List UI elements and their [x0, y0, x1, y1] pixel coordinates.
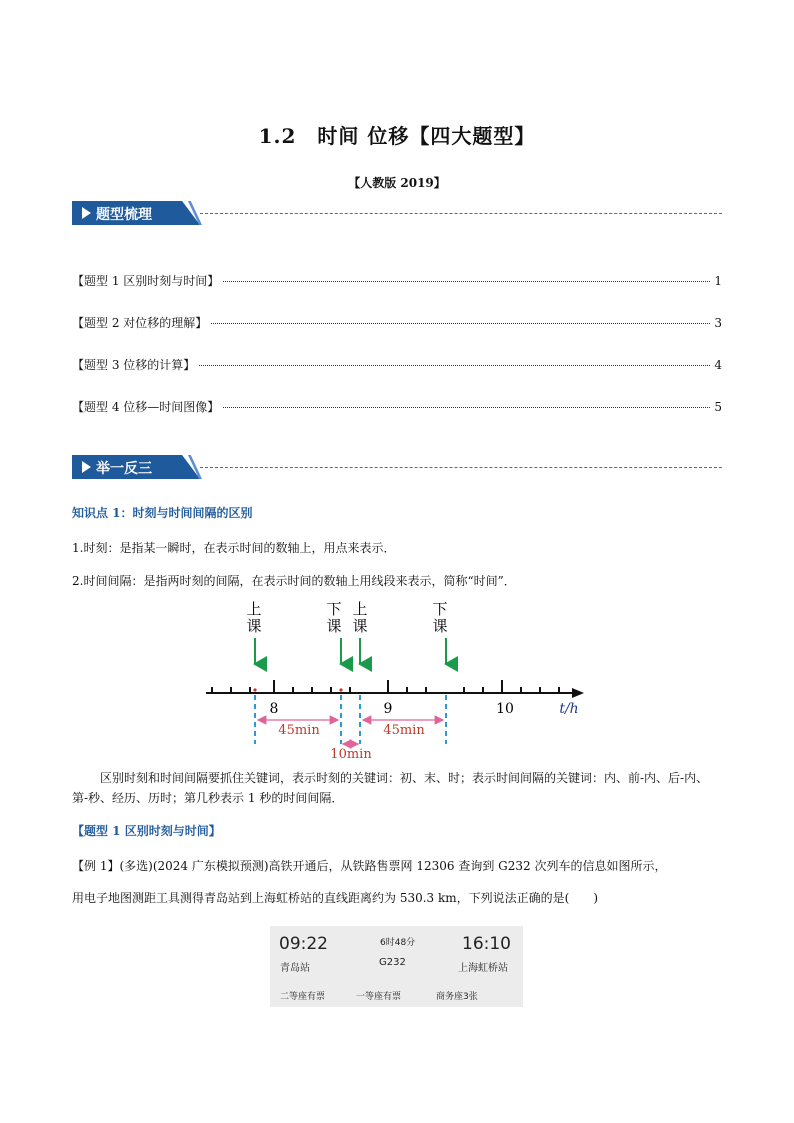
document-subtitle: 【人教版 2019】 [348, 176, 446, 190]
toc-item-page: 1 [714, 274, 722, 288]
label-class-start-2b: 课 [352, 617, 368, 635]
label-class-end-1: 下 [326, 600, 342, 618]
train-number: G232 [379, 957, 406, 968]
tick-label-9: 9 [383, 701, 393, 717]
arrive-station: 上海虹桥站 [458, 963, 508, 974]
section-label-examples: 举一反三 [96, 461, 152, 477]
definition-interval: 2.时间间隔：是指两时刻的间隔，在表示时间的数轴上用线段来表示，简称“时间”． [72, 574, 516, 588]
toc-item-2[interactable] [72, 314, 722, 331]
axis-label: t/h [559, 701, 579, 717]
play-arrow-icon [82, 461, 91, 473]
definition-moment: 1.时刻：是指某一瞬时，在表示时间的数轴上，用点来表示． [72, 541, 396, 555]
summary-paragraph: 区别时刻和时间间隔要抓住关键词，表示时刻的关键词：初、末、时；表示时间间隔的关键词：内、前-内、后-内、第-秒、经历、历时；第几秒表示 1 秒的时间间隔． [72, 771, 709, 805]
depart-time: 09:22 [279, 934, 328, 954]
arrive-time: 16:10 [462, 934, 511, 954]
knowledge-point-title: 知识点 1：时刻与时间间隔的区别 [72, 506, 253, 520]
train-ticket-info [270, 926, 523, 1007]
toc-item-3[interactable] [72, 356, 722, 373]
type-heading: 【题型 1 区别时刻与时间】 [72, 824, 221, 838]
label-class-end-2: 下 [432, 600, 448, 618]
duration: 6时48分 [380, 938, 416, 948]
timeline-diagram [200, 598, 590, 764]
label-class-start-1: 上 [246, 600, 262, 618]
toc-item-page: 4 [714, 358, 722, 372]
document-title: 1.2 时间 位移【四大题型】 [258, 124, 536, 148]
toc-item-text: 【题型 1 区别时刻与时间】 [72, 274, 220, 288]
label-class-start-2: 上 [352, 600, 368, 618]
tick-label-8: 8 [269, 701, 279, 717]
section-banner-outline [72, 201, 722, 225]
seat-business: 商务座3张 [436, 992, 478, 1002]
play-arrow-icon [82, 207, 91, 219]
toc-item-1[interactable] [72, 272, 722, 289]
label-class-end-2b: 课 [432, 617, 448, 635]
section-label-outline: 题型梳理 [96, 207, 152, 223]
label-class-start-1b: 课 [246, 617, 262, 635]
toc-item-page: 3 [714, 316, 722, 330]
toc-item-page: 5 [714, 400, 722, 414]
toc-item-text: 【题型 4 位移—时间图像】 [72, 400, 220, 414]
seat-first-class: 一等座有票 [356, 992, 402, 1002]
seat-second-class: 二等座有票 [280, 992, 326, 1002]
label-class-end-1b: 课 [326, 617, 342, 635]
section-banner-examples [72, 455, 722, 479]
break-label: 10min [330, 747, 372, 762]
example-line-1: 【例 1】(多选)(2024 广东模拟预测)高铁开通后，从铁路售票网 12306 查询到 G232 次列车的信息如图所示， [72, 859, 667, 873]
interval-label-2: 45min [383, 723, 425, 738]
example-line-2: 用电子地图测距工具测得青岛站到上海虹桥站的直线距离约为 530.3 km，下列说法正确的是( ) [72, 891, 598, 905]
toc-item-text: 【题型 2 对位移的理解】 [72, 316, 208, 330]
toc-item-4[interactable] [72, 398, 722, 415]
tick-label-10: 10 [496, 701, 514, 717]
depart-station: 青岛站 [280, 963, 310, 974]
interval-label-1: 45min [278, 723, 320, 738]
toc-item-text: 【题型 3 位移的计算】 [72, 358, 196, 372]
